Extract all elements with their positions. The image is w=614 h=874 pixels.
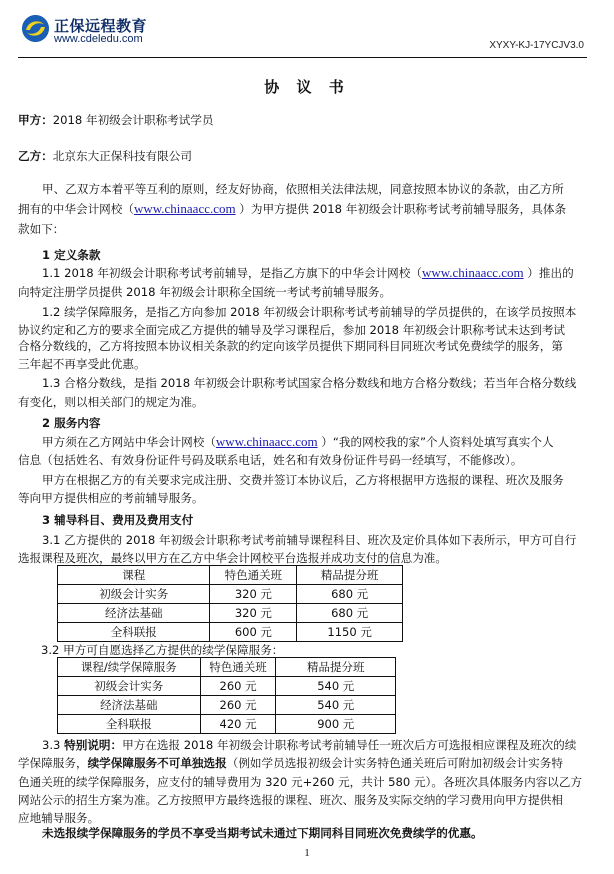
table-cell: 经济法基础 <box>58 696 201 715</box>
table-header-cell: 特色通关班 <box>200 658 276 677</box>
table-row <box>58 604 403 623</box>
guarantee-fee-table <box>57 657 396 734</box>
section-2-para-1-cont: 信息（包括姓名、有效身份证件号码及联系电话，姓名和有效身份证件号码一经填写，不能修改）。 <box>18 453 523 467</box>
clause-3-3-cont <box>18 754 592 772</box>
intro-line-2 <box>18 200 592 218</box>
section-2-heading: 2 服务内容 <box>42 416 101 430</box>
table-cell: 680 元 <box>297 604 403 623</box>
table-cell: 初级会计实务 <box>58 677 201 696</box>
table-cell: 260 元 <box>200 677 276 696</box>
section-2-para-2-cont: 等向甲方提供相应的考前辅导服务。 <box>18 491 204 505</box>
clause-1-1 <box>42 264 592 282</box>
table-header-row <box>58 658 396 677</box>
clause-3-3 <box>42 736 592 754</box>
table-header-cell: 精品提分班 <box>297 566 403 585</box>
table-cell: 540 元 <box>276 696 396 715</box>
table-row <box>58 585 403 604</box>
table-cell: 420 元 <box>200 715 276 734</box>
party-b <box>18 147 592 165</box>
final-note: 未选报续学保障服务的学员不享受当期考试未通过下期同科目同班次免费续学的优惠。 <box>42 826 483 840</box>
clause-text: 学保障服务， <box>18 756 88 770</box>
party-a-value: 2018 年初级会计职称考试学员 <box>52 113 214 127</box>
page-title: 协 议 书 <box>264 78 350 96</box>
clause-3-3-cont: 应地辅导服务。 <box>18 811 100 825</box>
clause-1-3-cont: 有变化，则以相关部门的规定为准。 <box>18 395 204 409</box>
intro-line-1: 甲、乙双方本着平等互利的原则，经友好协商，依照相关法律法规，同意按照本协议的条款，由乙方所 <box>42 182 564 196</box>
clause-emphasis: 续学保障服务不可单独选报 <box>87 756 227 770</box>
clause-1-2: 1.2 续学保障服务，是指乙方向参加 2018 年初级会计职称考试考前辅导的学员提供的，在该学员按照本 <box>42 305 577 319</box>
table-row <box>58 696 396 715</box>
section-3-heading: 3 辅导科目、费用及费用支付 <box>42 513 194 527</box>
table-cell: 320 元 <box>210 604 297 623</box>
clause-text: （例如学员选报初级会计实务特色通关班后可附加初级会计实务特 <box>226 756 563 770</box>
course-fee-table <box>57 565 403 642</box>
party-b-label: 乙方： <box>18 149 53 163</box>
table-header-cell: 特色通关班 <box>210 566 297 585</box>
table-cell: 全科联报 <box>58 715 201 734</box>
clause-1-1-cont: 向特定注册学员提供 2018 年初级会计职称全国统一考试考前辅导服务。 <box>18 285 392 299</box>
table-cell: 600 元 <box>210 623 297 642</box>
section-2-para-2: 甲方在根据乙方的有关要求完成注册、交费并签订本协议后，乙方将根据甲方选报的课程、班次及服务 <box>42 473 564 487</box>
chinaacc-link[interactable]: www.chinaacc.com <box>133 201 236 216</box>
table-row <box>58 623 403 642</box>
table-header-cell: 课程/续学保障服务 <box>58 658 201 677</box>
brand-url: www.cdeledu.com <box>54 33 143 45</box>
special-note-label: 特别说明： <box>64 738 123 752</box>
intro-text: 拥有的中华会计网校（ <box>18 202 134 216</box>
table-cell: 全科联报 <box>58 623 210 642</box>
clause-1-3: 1.3 合格分数线，是指 2018 年初级会计职称考试国家合格分数线和地方合格分数线；若当年合格分数线 <box>42 376 577 390</box>
table-header-row <box>58 566 403 585</box>
clause-1-2-cont: 合格分数线的，乙方将按照本协议相关条款的约定向该学员提供下期同科目同班次考试免费续学的服务，第 <box>18 339 563 353</box>
party-a <box>18 111 592 129</box>
section-2-para-1 <box>42 433 592 451</box>
brand-name: 正保远程教育 <box>54 17 148 35</box>
chinaacc-link[interactable]: www.chinaacc.com <box>215 434 318 449</box>
table-cell: 540 元 <box>276 677 396 696</box>
intro-line-3: 款如下： <box>18 222 65 236</box>
header-rule <box>18 57 587 58</box>
clause-text: 甲方在选报 2018 年初级会计职称考试考前辅导任一班次后方可选报相应课程及班次的续 <box>122 738 577 752</box>
clause-text: ）“我的网校我的家”个人资料处填写真实个人 <box>317 435 554 449</box>
table-cell: 初级会计实务 <box>58 585 210 604</box>
clause-3-2: 3.2 甲方可自愿选择乙方提供的续学保障服务： <box>41 643 284 657</box>
party-b-value: 北京东大正保科技有限公司 <box>52 149 192 163</box>
intro-text: ）为甲方提供 2018 年初级会计职称考试考前辅导服务，具体条 <box>235 202 567 216</box>
clause-3-3-cont: 网站公示的招生方案为准。乙方按照甲方最终选报的课程、班次、服务及实际交纳的学习费用向甲方提供相 <box>18 793 563 807</box>
section-1-heading: 1 定义条款 <box>42 248 101 262</box>
clause-text: 甲方须在乙方网站中华会计网校（ <box>42 435 216 449</box>
clause-3-1: 3.1 乙方提供的 2018 年初级会计职称考试考前辅导课程科目、班次及定价具体如下表所示，甲方可自行 <box>42 533 577 547</box>
table-cell: 260 元 <box>200 696 276 715</box>
clause-1-2-cont: 三年起不再享受此优惠。 <box>18 357 146 371</box>
table-header-cell: 精品提分班 <box>276 658 396 677</box>
table-cell: 900 元 <box>276 715 396 734</box>
table-row <box>58 715 396 734</box>
clause-number: 3.3 <box>42 738 65 752</box>
table-cell: 680 元 <box>297 585 403 604</box>
clause-3-3-cont: 色通关班的续学保障服务，应支付的辅导费用为 320 元+260 元，共计 580 元）。各班次具体服务内容以乙方 <box>18 775 583 789</box>
clause-text: ）推出的 <box>523 266 574 280</box>
page-number: 1 <box>304 847 310 859</box>
table-row <box>58 677 396 696</box>
table-cell: 320 元 <box>210 585 297 604</box>
clause-1-2-cont: 协议约定和乙方的要求全面完成乙方提供的辅导及学习课程后，参加 2018 年初级会计职称考试未达到考试 <box>18 323 566 337</box>
table-cell: 1150 元 <box>297 623 403 642</box>
chinaacc-link[interactable]: www.chinaacc.com <box>421 265 524 280</box>
document-number: XYXY-KJ-17YCJV3.0 <box>489 40 584 51</box>
clause-text: 1.1 2018 年初级会计职称考试考前辅导，是指乙方旗下的中华会计网校（ <box>42 266 422 280</box>
swirl-logo-icon <box>22 15 49 42</box>
clause-3-1-cont: 选报课程及班次，最终以甲方在乙方中华会计网校平台选报并成功支付的信息为准。 <box>18 551 447 565</box>
party-a-label: 甲方： <box>18 113 53 127</box>
table-cell: 经济法基础 <box>58 604 210 623</box>
table-header-cell: 课程 <box>58 566 210 585</box>
